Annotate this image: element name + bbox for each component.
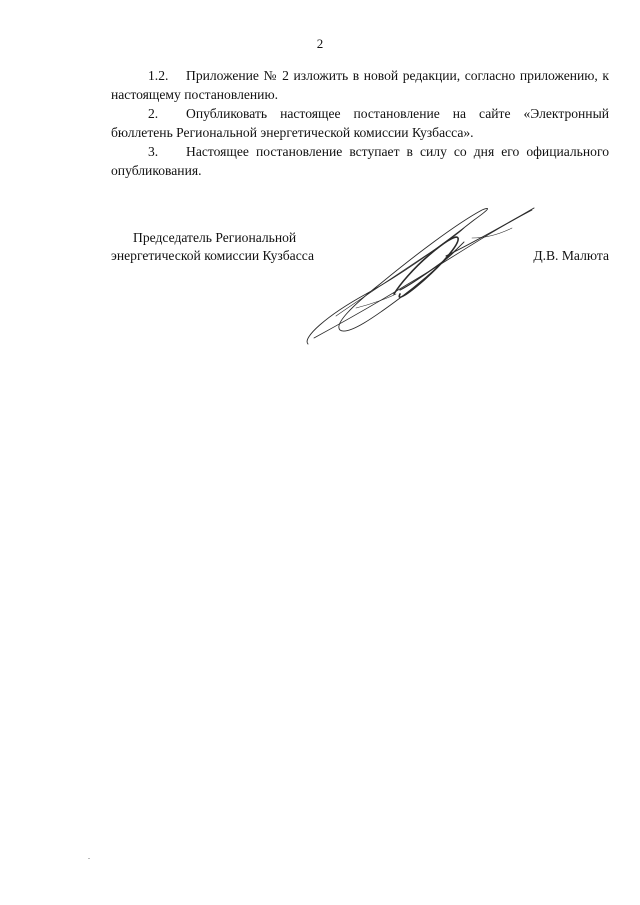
handwritten-signature (296, 198, 546, 358)
signatory-title-line-1: Председатель Региональной (133, 230, 297, 245)
paragraph-number: 2. (148, 106, 159, 121)
paragraph-number: 1.2. (148, 68, 169, 83)
paragraph-1-2 (111, 66, 609, 104)
paragraph-text: Опубликовать настоящее постановление на сайте «Электронный бюллетень Региональной энергетической комиссии Кузбасса». (111, 106, 609, 140)
page-number: 2 (316, 36, 324, 51)
signatory-title-line-2: энергетической комиссии Кузбасса (111, 248, 314, 263)
paragraph-number: 3. (148, 144, 159, 159)
paragraph-2 (111, 104, 609, 142)
document-body (111, 66, 609, 180)
signatory-name: Д.В. Малюта (533, 248, 609, 263)
paragraph-text: Настоящее постановление вступает в силу со дня его официального опубликования. (111, 144, 609, 178)
paragraph-3 (111, 142, 609, 180)
scan-speck (88, 858, 90, 859)
paragraph-text: Приложение № 2 изложить в новой редакции, согласно приложению, к настоящему постановлению. (111, 68, 609, 102)
